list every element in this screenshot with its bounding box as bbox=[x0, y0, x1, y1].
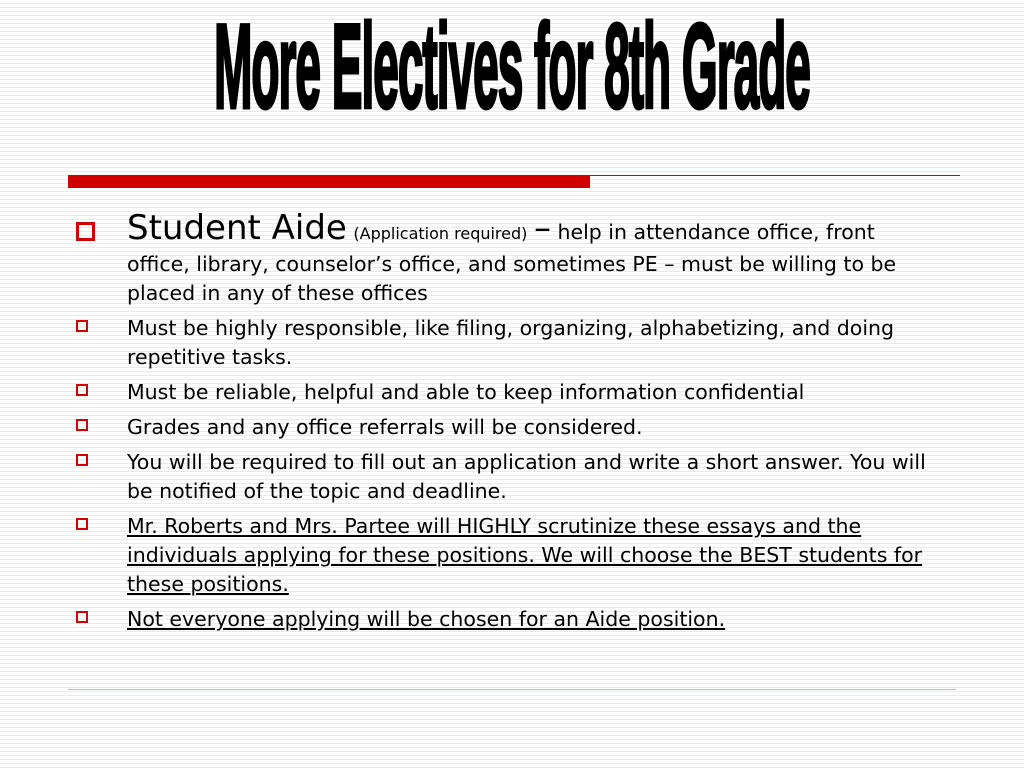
list-item-text: Must be highly responsible, like filing, organizing, alphabetizing, and doing repetitive tasks. bbox=[127, 316, 895, 369]
item-description-first: help in attendance bbox=[557, 220, 751, 244]
slide-title: More Electives for 8th Grade bbox=[214, 0, 810, 134]
list-item-text: Not everyone applying will be chosen for an Aide position. bbox=[127, 607, 726, 631]
square-bullet-icon bbox=[76, 419, 88, 431]
square-bullet-icon bbox=[76, 454, 88, 466]
square-bullet-icon bbox=[76, 611, 88, 623]
square-bullet-icon bbox=[76, 222, 95, 241]
list-item-underlined bbox=[72, 512, 942, 599]
item-dash: – bbox=[533, 208, 551, 248]
title-divider-thick bbox=[68, 175, 590, 188]
square-bullet-icon bbox=[76, 320, 88, 332]
list-item-text bbox=[127, 206, 942, 308]
list-item bbox=[72, 448, 942, 506]
square-bullet-icon bbox=[76, 384, 88, 396]
list-item-text: You will be required to fill out an application and write a short answer. You will be notified of the topic and deadline. bbox=[127, 450, 926, 503]
list-item bbox=[72, 378, 942, 407]
list-item-text: Must be reliable, helpful and able to keep information confidential bbox=[127, 380, 805, 404]
list-item bbox=[72, 413, 942, 442]
list-item-underlined bbox=[72, 605, 942, 634]
bullet-list bbox=[72, 206, 942, 640]
item-note: (Application required) bbox=[353, 224, 528, 243]
list-item-text: Mr. Roberts and Mrs. Partee will HIGHLY scrutinize these essays and the individuals applying for these positions. We will choose the BEST students for these positions. bbox=[127, 514, 923, 596]
list-item-text: Grades and any office referrals will be considered. bbox=[127, 415, 643, 439]
list-item-student-aide bbox=[72, 206, 942, 308]
title-divider-thin bbox=[590, 175, 960, 176]
square-bullet-icon bbox=[76, 518, 88, 530]
list-item bbox=[72, 314, 942, 372]
footer-divider bbox=[68, 689, 956, 690]
item-heading: Student Aide bbox=[127, 208, 347, 248]
item-description-rest: office, front office, library, counselor’s office, and sometimes PE – must be willing to be placed in any of these offices bbox=[127, 220, 897, 305]
